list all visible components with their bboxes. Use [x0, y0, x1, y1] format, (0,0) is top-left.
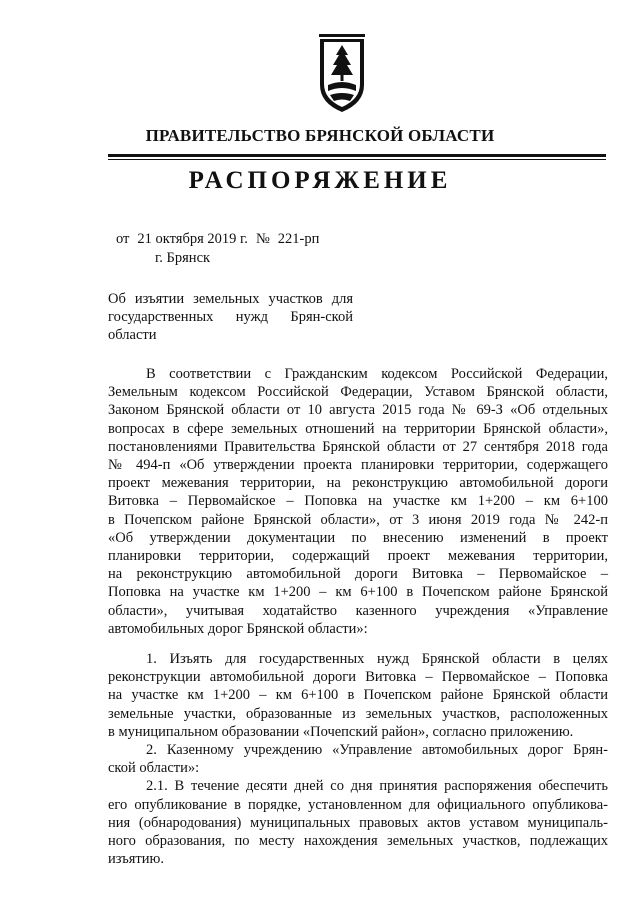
item-2-1-paragraph	[108, 777, 608, 868]
text-line: изъятию.	[108, 851, 164, 868]
number-sign: №	[255, 231, 270, 247]
preamble-paragraph	[108, 365, 608, 638]
document-city: г. Брянск	[155, 250, 211, 266]
text-line: постановлениями Правительства Брянской области от 27 сентября 2018 года	[108, 438, 608, 455]
document-date: 21 октября 2019 г.	[137, 231, 248, 247]
text-line: В соответствии с Гражданским кодексом Российской Федерации,	[146, 366, 608, 382]
text-line: Земельным кодексом Российской Федерации, Уставом Брянской области,	[108, 384, 608, 401]
text-line: на участке км 1+200 – км 6+100 в Почепском районе Брянской области	[108, 687, 608, 704]
item-2-paragraph	[108, 741, 608, 777]
text-line: ской области»:	[108, 760, 200, 777]
document-number: 221-рп	[277, 231, 320, 247]
document-type-title: РАСПОРЯЖЕНИЕ	[188, 167, 452, 194]
text-line: ного образования, по месту нахождения земельных участков, подлежащих	[108, 833, 608, 850]
text-line: Поповка на участке км 1+200 – км 6+100 в Почепском районе Брянской	[108, 584, 608, 601]
text-line: в Почепском районе Брянской области», от 3 июня 2019 года № 242-п	[108, 511, 608, 528]
date-number-line	[116, 230, 319, 249]
text-line: вопросах в сфере земельных отношений на территории Брянской области»,	[108, 420, 608, 437]
text-line: на реконструкцию автомобильной дороги Витовка – Первомайское –	[108, 566, 608, 583]
from-label: от	[116, 231, 130, 247]
text-line: Законом Брянской области от 10 августа 2015 года № 69-З «Об отдельных	[108, 402, 608, 419]
text-line: его опубликование в порядке, установленном для официального опубликова-	[108, 796, 608, 813]
text-line: ния (обнародования) муниципальных правовых актов уставом муниципаль-	[108, 814, 608, 831]
text-line: Витовка – Первомайское – Поповка на участке км 1+200 – км 6+100	[108, 493, 608, 510]
document-meta	[116, 230, 319, 268]
document-subject: Об изъятии земельных участков для государственных нужд Брян-ской области	[108, 291, 353, 343]
text-line: автомобильных дорог Брянской области»:	[108, 620, 368, 637]
bryansk-coat-of-arms-icon	[316, 33, 368, 113]
text-line: в муниципальном образовании «Почепский район», согласно приложению.	[108, 723, 574, 740]
header-divider-thin	[108, 159, 606, 160]
text-line: «Об утверждении документации по внесению изменений в проект	[108, 529, 608, 546]
item-1-paragraph	[108, 650, 608, 741]
text-line: планировки территории, содержащий проект межевания территории,	[108, 548, 608, 565]
document-body	[108, 365, 608, 868]
text-line: земельные участки, образованные из земельных участков, расположенных	[108, 705, 608, 722]
text-line: № 494-п «Об утверждении проекта планировки территории, содержащего	[108, 457, 608, 474]
header-divider-thick	[108, 154, 606, 157]
text-line: проект межевания территории, на реконструкцию автомобильной дороги	[108, 475, 608, 492]
text-line: 2.1. В течение десяти дней со дня принятия распоряжения обеспечить	[146, 778, 608, 795]
text-line: реконструкции автомобильной дороги Витовка – Первомайское – Поповка	[108, 669, 608, 686]
text-line: области», учитывая ходатайство казенного учреждения «Управление	[108, 602, 608, 619]
text-line: 2. Казенному учреждению «Управление автомобильных дорог Брян-	[146, 742, 608, 759]
government-title: ПРАВИТЕЛЬСТВО БРЯНСКОЙ ОБЛАСТИ	[145, 126, 495, 145]
text-line: 1. Изъять для государственных нужд Брянской области в целях	[146, 651, 608, 668]
